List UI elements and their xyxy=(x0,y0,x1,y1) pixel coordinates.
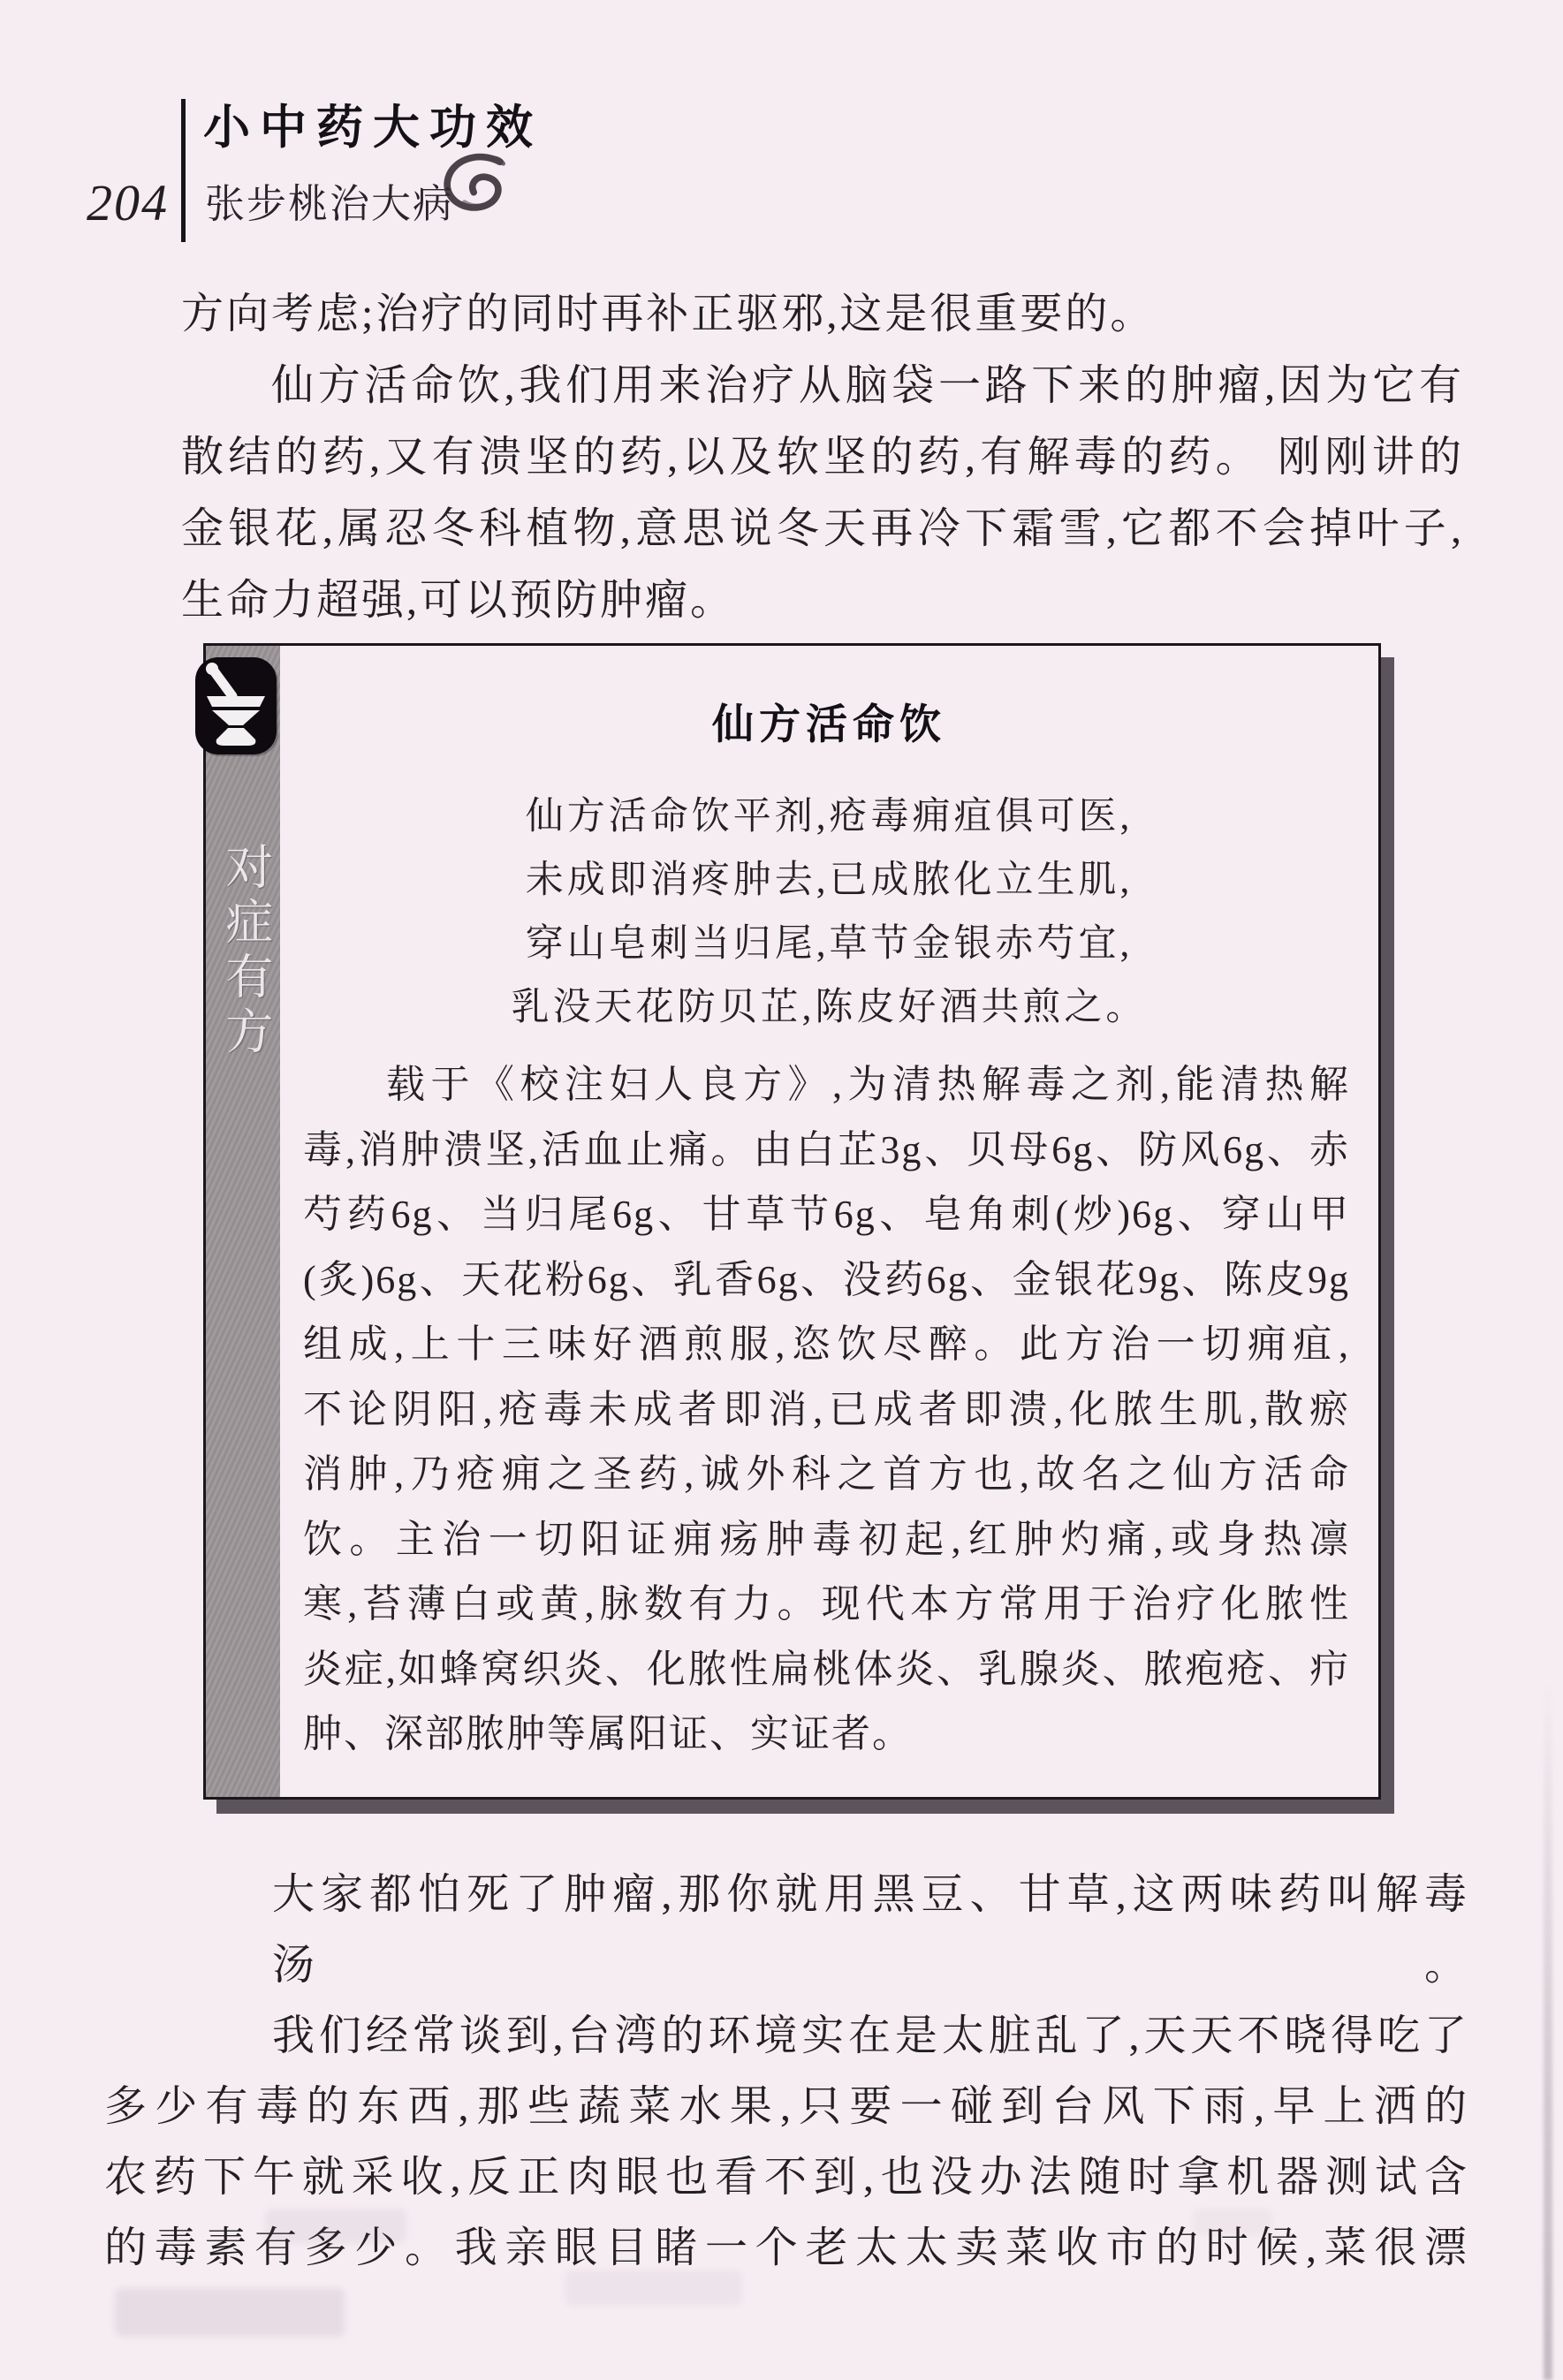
book-title: 小中药大功效 xyxy=(203,102,542,154)
formula-box-content xyxy=(280,646,1378,1797)
ink-swirl-logo-icon xyxy=(438,148,516,224)
description-line: 组成,上十三味好酒煎服,恣饮尽醉。此方治一切痈疽, xyxy=(303,1323,1350,1366)
text-line: 金银花,属忍冬科植物,意思说冬天再冷下霜雪,它都不会掉叶子, xyxy=(181,505,1464,552)
verse-line: 未成即消疼肿去,已成脓化立生肌, xyxy=(525,860,1134,901)
description-line: 寒,苔薄白或黄,脉数有力。现代本方常用于治疗化脓性 xyxy=(303,1582,1350,1626)
sidebar-tab-label: 对症有方 xyxy=(219,842,272,1061)
bleed-through-mark xyxy=(1193,2209,1272,2235)
formula-box xyxy=(203,643,1381,1800)
bleed-through-mark xyxy=(565,2270,742,2306)
text-line: 我们经常谈到,台湾的环境实在是太脏乱了,天天不晓得吃了 xyxy=(272,2012,1469,2059)
header-divider xyxy=(181,99,186,242)
bleed-through-mark xyxy=(115,2288,345,2337)
description-line: 载于《校注妇人良方》,为清热解毒之剂,能清热解 xyxy=(386,1063,1350,1106)
intro-paragraph xyxy=(181,278,1464,636)
bleed-through-mark xyxy=(265,2209,406,2244)
text-line: 生命力超强,可以预防肿瘤。 xyxy=(181,577,736,624)
text-line: 大家都怕死了肿瘤,那你就用黑豆、甘草,这两味药叫解毒汤。 xyxy=(272,1871,1469,1989)
verse-line: 仙方活命饮平剂,疮毒痈疽俱可医, xyxy=(525,796,1134,838)
description-line: 毒,消肿溃坚,活血止痛。由白芷3g、贝母6g、防风6g、赤 xyxy=(303,1127,1350,1171)
description-line: 肿、深部脓肿等属阳证、实证者。 xyxy=(303,1712,913,1755)
verse-line: 穿山皂刺当归尾,草节金银赤芍宜, xyxy=(525,923,1134,965)
description-line: 不论阴阳,疮毒未成者即消,已成者即溃,化脓生肌,散瘀 xyxy=(303,1387,1350,1431)
description-line: 饮。主治一切阳证痈疡肿毒初起,红肿灼痛,或身热凛 xyxy=(303,1517,1350,1561)
text-line: 的毒素有多少。我亲眼目睹一个老太太卖菜收市的时候,菜很漂 xyxy=(104,2225,1469,2271)
page-edge-shading xyxy=(1544,1679,1552,2380)
mortar-pestle-icon xyxy=(195,657,277,754)
description-line: 芍药6g、当归尾6g、甘草节6g、皂角刺(炒)6g、穿山甲 xyxy=(303,1193,1350,1236)
description-line: 炎症,如蜂窝织炎、化脓性扁桃体炎、乳腺炎、脓疱疮、疖 xyxy=(303,1647,1350,1691)
text-line: 多少有毒的东西,那些蔬菜水果,只要一碰到台风下雨,早上洒的 xyxy=(104,2083,1469,2130)
description-line: (炙)6g、天花粉6g、乳香6g、没药6g、金银花9g、陈皮9g xyxy=(303,1257,1350,1301)
formula-verse xyxy=(280,785,1378,1040)
formula-title: 仙方活命饮 xyxy=(712,701,946,747)
page-number: 204 xyxy=(87,174,169,231)
text-line: 散结的药,又有溃坚的药,以及软坚的药,有解毒的药。 刚刚讲的 xyxy=(181,434,1464,481)
description-line: 消肿,乃疮痈之圣药,诚外科之首方也,故名之仙方活命 xyxy=(303,1452,1350,1496)
text-line: 方向考虑;治疗的同时再补正驱邪,这是很重要的。 xyxy=(181,291,1156,337)
book-subtitle: 张步桃治大病 xyxy=(205,182,455,226)
sidebar-tab xyxy=(206,646,280,1797)
text-line: 仙方活命饮,我们用来治疗从脑袋一路下来的肿瘤,因为它有 xyxy=(271,362,1464,409)
formula-description xyxy=(303,1052,1350,1767)
text-line: 农药下午就采收,反正肉眼也看不到,也没办法随时拿机器测试含 xyxy=(104,2154,1469,2201)
verse-line: 乳没天花防贝芷,陈皮好酒共煎之。 xyxy=(511,987,1148,1028)
